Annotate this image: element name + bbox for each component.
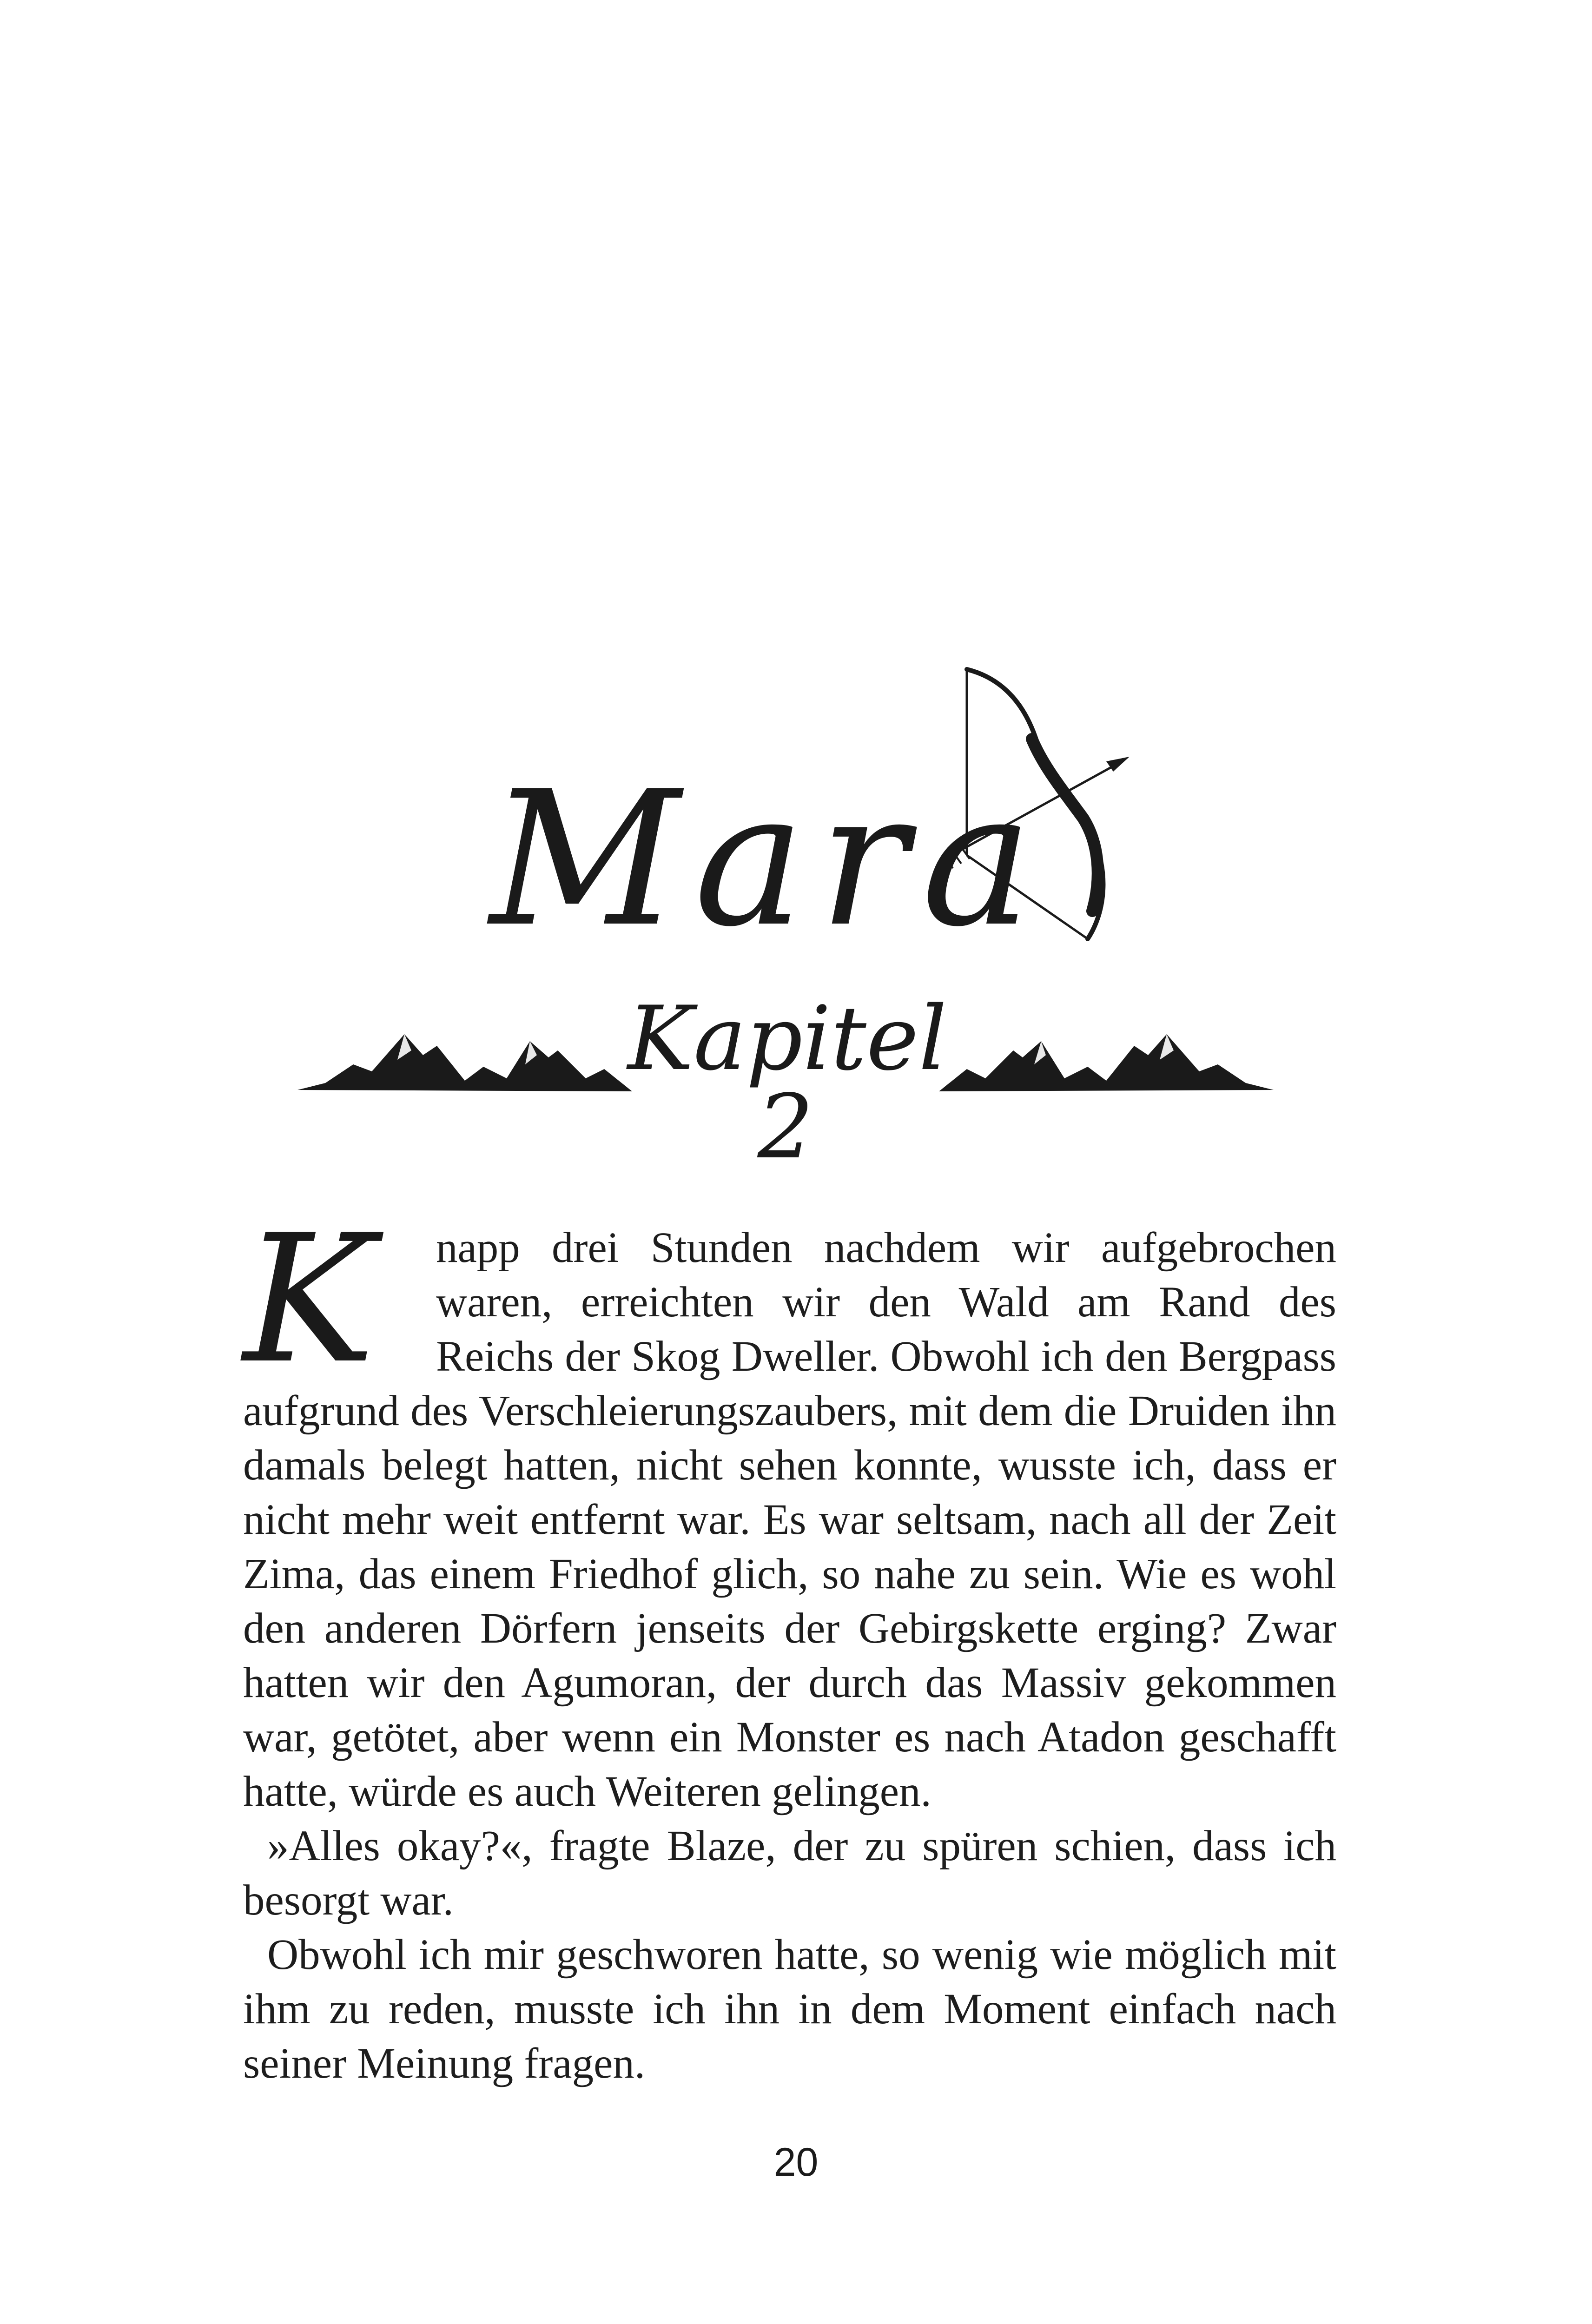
paragraph-1-text: napp drei Stunden nachdem wir aufgebrochen waren, erreichten wir den Wald am Rand des Reichs der Skog Dweller. Obwohl ich den Bergpass aufgrund des Verschleierungszaubers, mit dem die Druiden ihn damals belegt hatten, nicht sehen konnte, wusste ich, dass er nicht mehr weit entfernt war. Es war seltsam, nach all der Zeit Zima, das einem Friedhof glich, so nahe zu sein. Wie es wohl den anderen Dörfern jenseits der Gebirgskette erging? Zwar hatten wir den Agumoran, der durch das Massiv gekommen war, getötet, aber wenn ein Monster es nach Atadon geschafft hatte, würde es auch Weiteren gelingen. [243, 1224, 1336, 1816]
paragraph-3: Obwohl ich mir geschworen hatte, so wenig wie möglich mit ihm zu reden, musste ich ihn in dem Moment einfach nach seiner Meinung fragen. [243, 1931, 1336, 2087]
chapter-subtitle: Kapitel 2 [628, 987, 947, 1178]
chapter-title: Mara [489, 752, 1047, 968]
chapter-header [0, 660, 1592, 1178]
paragraph-1 [243, 1196, 1336, 1819]
drop-cap: K [243, 1196, 375, 1402]
chapter-subtitle-row [288, 987, 1274, 1178]
body-text [243, 1196, 1336, 2091]
mountain-range-right-icon [939, 1023, 1274, 1092]
paragraph-2: »Alles okay?«, fragte Blaze, der zu spüren schien, dass ich besorgt war. [243, 1822, 1336, 1924]
page-number: 20 [773, 2140, 819, 2185]
mountain-range-left-icon [297, 1023, 632, 1092]
